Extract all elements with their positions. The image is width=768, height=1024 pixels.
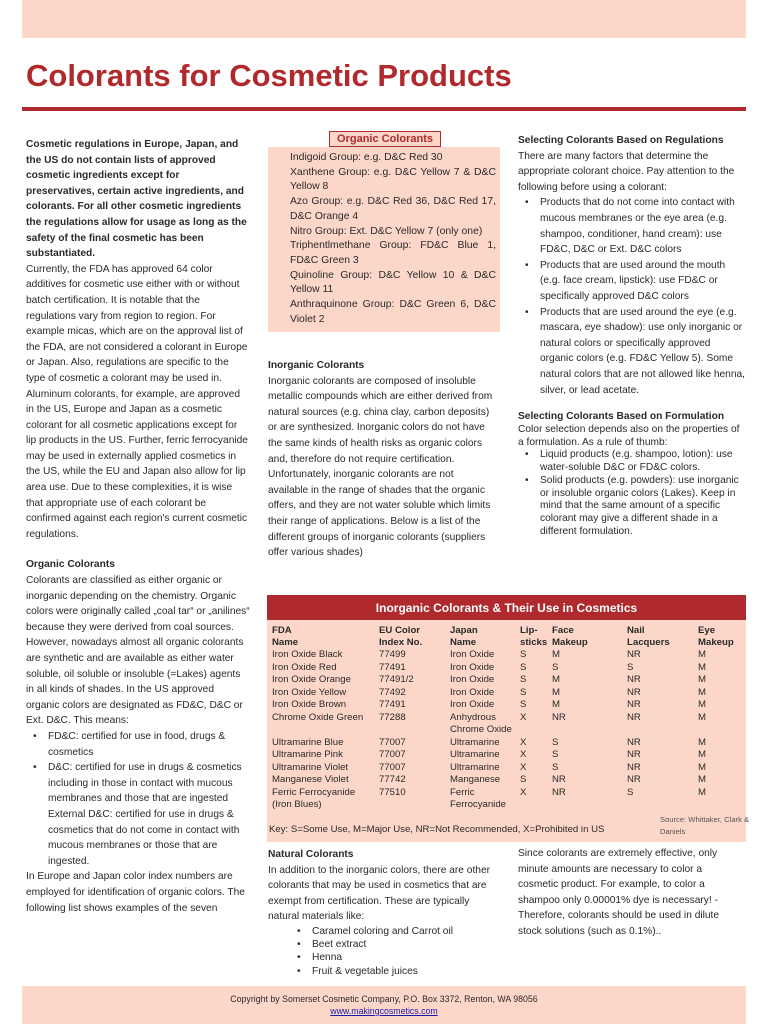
list-item: Nitro Group: Ext. D&C Yellow 7 (only one) bbox=[290, 225, 483, 237]
table-cell-eye: M bbox=[698, 786, 706, 798]
formulation-section bbox=[518, 409, 746, 538]
designation-list bbox=[26, 729, 250, 869]
table-cell-face: M bbox=[552, 674, 560, 685]
table-cell-face: M bbox=[552, 686, 560, 698]
table-cell-nail: NR bbox=[627, 736, 641, 748]
header-text: Index No. bbox=[379, 636, 423, 648]
list-item: Xanthene Group: e.g. D&C Yellow 7 & D&C Yellow 8 bbox=[290, 166, 496, 193]
inorganic-paragraph: Inorganic colorants are composed of insoluble metallic compounds which are either derived from natural sources (e.g. china clay, carbon deposits) or are synthesized. Inorganic colors do not have the same kinds of health risks as organic colors and, therefore do not require certification. Unfortunately, inorganic colorants are not available in the range of shades that the organic offers, and they are not water soluble which limits their range of applications. Below is a list of the different groups of inorganic colorants (suppliers offer various shades) bbox=[268, 375, 493, 559]
table-cell-eu: 77007 bbox=[379, 761, 406, 773]
table-cell-lip: S bbox=[520, 686, 527, 698]
table-cell-lip: S bbox=[520, 649, 527, 660]
inorganic-section bbox=[268, 358, 496, 561]
table-cell-eu: 77007 bbox=[379, 736, 406, 748]
column-header-eu bbox=[379, 625, 447, 648]
table-cell-lip: S bbox=[520, 661, 527, 673]
table-cell-japan: Iron Oxide bbox=[450, 686, 495, 698]
organic-box-title: Organic Colorants bbox=[329, 131, 441, 147]
title-divider bbox=[22, 107, 746, 111]
list-item: • Fruit & vegetable juices bbox=[312, 965, 500, 978]
table-cell-japan: Ferric Ferrocyanide bbox=[450, 786, 506, 810]
header-band bbox=[22, 0, 746, 38]
natural-heading: Natural Colorants bbox=[268, 849, 354, 860]
list-item: Triphentlmethane Group: FD&C Blue 1, FD&C Green 3 bbox=[290, 240, 496, 266]
table-key: Key: S=Some Use, M=Major Use, NR=Not Recommended, X=Prohibited in US bbox=[269, 824, 605, 835]
table-cell-lip: S bbox=[520, 774, 527, 785]
table-cell-eye: M bbox=[698, 649, 706, 660]
list-item: Anthraquinone Group: D&C Green 6, D&C Violet 2 bbox=[290, 299, 496, 325]
table-cell-fda: Ultramarine Blue bbox=[272, 736, 344, 748]
copyright-text: Copyright by Somerset Cosmetic Company, P.O. Box 3372, Renton, WA 98056 bbox=[230, 994, 538, 1004]
table-cell-eye: M bbox=[698, 699, 706, 710]
list-item: • D&C: certified for use in drugs & cosmetics including in those in contact with mucous membranes and those that are ingested External D&C: certified for use in drugs & cosmetics that do not come in contact with mucous membranes or those that are ingested. bbox=[48, 760, 250, 869]
table-cell-lip: X bbox=[520, 736, 527, 748]
table-source: Source: Whittaker, Clark & Daniels bbox=[660, 815, 750, 836]
header-text: Nail bbox=[627, 625, 645, 636]
table-cell-face: S bbox=[552, 761, 559, 773]
table-cell-eu: 77491/2 bbox=[379, 674, 414, 685]
table-cell-lip: S bbox=[520, 699, 527, 710]
intro-bold-paragraph: Cosmetic regulations in Europe, Japan, and the US do not contain lists of approved cosmetic ingredients except for preservatives, certain active ingredients, and colorants. For all other cosmetic ingredients the regulations allow for usage as long as the safety of the final cosmetic has been substantiated. bbox=[26, 139, 247, 260]
header-text: Eye bbox=[698, 625, 716, 636]
column-header-nail bbox=[627, 625, 697, 648]
table-cell-japan: Iron Oxide bbox=[450, 661, 495, 673]
table-cell-nail: S bbox=[627, 786, 634, 798]
header-text: Lacquers bbox=[627, 636, 670, 648]
list-item: • Products that are used around the eye (e.g. mascara, eye shadow): use only inorganic or natural colors or specifically approved organic colors (e.g. FD&C Yellow 5). Some natural colors that are not allowed like henna, silver, or lead acetate. bbox=[540, 305, 746, 399]
regulations-list bbox=[518, 195, 746, 398]
formulation-list bbox=[518, 449, 746, 538]
table-cell-eye: M bbox=[698, 674, 706, 685]
natural-paragraph: In addition to the inorganic colors, there are other colorants that may be used in cosmetics that are exempt from certification. These are typically natural materials like: bbox=[268, 864, 490, 923]
list-item: • Products that are used around the mouth (e.g. face cream, lipstick): use FD&C or specifically approved D&C colors bbox=[540, 258, 746, 305]
header-text: Makeup bbox=[698, 636, 734, 648]
table-cell-lip: S bbox=[520, 674, 527, 685]
table-cell-fda: Ultramarine Violet bbox=[272, 761, 349, 773]
list-item: Indigoid Group: e.g. D&C Red 30 bbox=[290, 152, 443, 163]
column-header-lipsticks bbox=[520, 625, 552, 648]
left-column bbox=[26, 137, 250, 916]
table-cell-lip: X bbox=[520, 749, 527, 760]
table-cell-face: M bbox=[552, 649, 560, 660]
list-item: Quinoline Group: D&C Yellow 10 & D&C Yellow 11 bbox=[290, 269, 496, 296]
table-cell-eye: M bbox=[698, 711, 706, 723]
organic-colorants-paragraph: Colorants are classified as either organic or inorganic depending on the chemistry. Organic colors were originally called „coal tar“ or „anilines“ because they were derived from coal sources. However, nowadays almost all organic colorants are synthetic and are available as either water soluble, oil soluble or insoluble (=Lakes) agents in all kinds of shades. In the US approved organic colors are designated as FD&C, D&C or Ext. D&C. This means: bbox=[26, 575, 250, 727]
header-text: Makeup bbox=[552, 636, 588, 648]
table-cell-fda: Iron Oxide Orange bbox=[272, 674, 351, 685]
list-item: • Products that do not come into contact with mucous membranes or the eye area (e.g. shampoo, conditioner, hand cream): use FD&C, D&C or Ext. D&C colors bbox=[540, 195, 746, 257]
table-cell-lip: X bbox=[520, 761, 527, 773]
table-cell-nail: NR bbox=[627, 749, 641, 760]
organic-colorants-heading: Organic Colorants bbox=[26, 559, 115, 571]
closing-right-paragraph: Since colorants are extremely effective, only minute amounts are necessary to color a cosmetic product. For example, to color a shampoo only 0.00001% dye is necessary! - Therefore, colorants should be used in dilute stock solutions (such as 0.1%).. bbox=[518, 848, 720, 937]
header-text: FDA bbox=[272, 625, 292, 636]
page-title: Colorants for Cosmetic Products bbox=[26, 58, 512, 93]
list-item: • Solid products (e.g. powders): use inorganic or insoluble organic colors (Lakes). Keep in mind that the same amount of a specific colorant may give a different shade in a different formulation. bbox=[540, 475, 746, 539]
table-cell-face: NR bbox=[552, 711, 566, 723]
regulations-section bbox=[518, 133, 746, 398]
closing-paragraph: In Europe and Japan color index numbers are employed for identification of organic colors. The following list shows examples of the seven bbox=[26, 871, 245, 914]
table-cell-fda: Manganese Violet bbox=[272, 774, 349, 785]
list-item: Azo Group: e.g. D&C Red 36, D&C Red 17, D&C Orange 4 bbox=[290, 196, 496, 222]
list-item: • Liquid products (e.g. shampoo, lotion): use water-soluble D&C or FD&C colors. bbox=[540, 449, 746, 474]
list-item: • Caramel coloring and Carrot oil bbox=[312, 925, 500, 938]
table-cell-face: S bbox=[552, 749, 559, 760]
table-cell-face: NR bbox=[552, 786, 566, 798]
table-cell-fda: Iron Oxide Yellow bbox=[272, 686, 347, 698]
table-cell-eye: M bbox=[698, 661, 706, 673]
table-cell-eye: M bbox=[698, 736, 706, 748]
header-text: Face bbox=[552, 625, 574, 636]
table-cell-eu: 77742 bbox=[379, 774, 406, 785]
table-cell-eu: 77491 bbox=[379, 661, 406, 673]
table-cell-nail: NR bbox=[627, 649, 641, 660]
table-cell-eu: 77007 bbox=[379, 749, 406, 760]
closing-right-section bbox=[518, 846, 742, 940]
table-cell-fda: Ultramarine Pink bbox=[272, 749, 343, 760]
table-cell-nail: NR bbox=[627, 761, 641, 773]
table-cell-eu: 77491 bbox=[379, 699, 406, 710]
table-cell-face: S bbox=[552, 736, 559, 748]
table-cell-face: S bbox=[552, 661, 559, 673]
table-cell-fda: Chrome Oxide Green bbox=[272, 711, 364, 723]
column-header-face bbox=[552, 625, 622, 648]
table-cell-japan: Ultramarine bbox=[450, 749, 500, 760]
table-cell-eu: 77492 bbox=[379, 686, 406, 698]
table-cell-nail: NR bbox=[627, 774, 641, 785]
table-cell-eye: M bbox=[698, 774, 706, 785]
table-cell-eye: M bbox=[698, 686, 706, 698]
table-cell-japan: Ultramarine bbox=[450, 736, 500, 748]
table-cell-fda: Iron Oxide Black bbox=[272, 649, 343, 660]
table-cell-eu: 77499 bbox=[379, 649, 406, 660]
intro-paragraph: Currently, the FDA has approved 64 color additives for cosmetic use either with or without batch certification. It is notable that the regulations vary from region to region. For example micas, which are on the approval list of the FDA, are not considered a colorant in Europe or Japan. Also, regulations are specific to the type of cosmetic a colorant may be used in. Aluminum colorants, for example, are approved in the US, Europe and Japan as a cosmetic colorant for all cosmetic applications except for lip products in the US. Further, ferric ferrocyanide may be used in externally applied cosmetics in the US, while the EU and Japan also allow for lip area use. Due to these complexities, it is wise that appropriate use of each colorant be confirmed against each region's current cosmetic regulations. bbox=[26, 263, 248, 540]
header-text: Lip- bbox=[520, 625, 538, 636]
column-header-fda bbox=[272, 625, 377, 648]
formulation-heading: Selecting Colorants Based on Formulation bbox=[518, 411, 725, 422]
table-cell-nail: NR bbox=[627, 674, 641, 685]
regulations-paragraph: There are many factors that determine the appropriate colorant choice. Pay attention to the following before using a colorant: bbox=[518, 150, 735, 193]
column-header-japan bbox=[450, 625, 520, 648]
table-cell-lip: X bbox=[520, 786, 527, 798]
list-item: • Beet extract bbox=[312, 938, 500, 951]
table-cell-nail: NR bbox=[627, 711, 641, 723]
table-cell-japan: Iron Oxide bbox=[450, 699, 495, 710]
table-cell-fda: Ferric Ferrocyanide (Iron Blues) bbox=[272, 786, 356, 810]
header-text: EU Color bbox=[379, 625, 421, 636]
table-title: Inorganic Colorants & Their Use in Cosmetics bbox=[267, 595, 746, 620]
formulation-paragraph: Color selection depends also on the properties of a formulation. As a rule of thumb: bbox=[518, 424, 740, 448]
table-cell-lip: X bbox=[520, 711, 527, 723]
table-cell-face: M bbox=[552, 699, 560, 710]
header-text: Name bbox=[450, 636, 477, 648]
table-cell-eu: 77510 bbox=[379, 786, 406, 798]
table-cell-japan: Iron Oxide bbox=[450, 674, 495, 685]
table-cell-face: NR bbox=[552, 774, 566, 785]
table-cell-nail: NR bbox=[627, 699, 641, 710]
header-text: Name bbox=[272, 636, 299, 648]
table-cell-japan: Iron Oxide bbox=[450, 649, 495, 660]
organic-group-list bbox=[290, 151, 496, 327]
table-cell-nail: NR bbox=[627, 686, 641, 698]
website-link[interactable]: www.makingcosmetics.com bbox=[330, 1006, 438, 1016]
table-cell-fda: Iron Oxide Red bbox=[272, 661, 337, 673]
table-cell-japan: Anhydrous Chrome Oxide bbox=[450, 711, 512, 735]
table-cell-fda: Iron Oxide Brown bbox=[272, 699, 347, 710]
list-item: • Henna bbox=[312, 951, 500, 964]
natural-section bbox=[268, 847, 500, 978]
header-text: Japan bbox=[450, 625, 478, 636]
table-cell-eu: 77288 bbox=[379, 711, 406, 723]
list-item: • FD&C: certified for use in food, drugs & cosmetics bbox=[48, 729, 250, 760]
footer bbox=[22, 986, 746, 1024]
header-text: sticks bbox=[520, 636, 548, 648]
table-cell-nail: S bbox=[627, 661, 634, 673]
column-header-eye bbox=[698, 625, 746, 648]
regulations-heading: Selecting Colorants Based on Regulations bbox=[518, 135, 724, 146]
table-cell-japan: Ultramarine bbox=[450, 761, 500, 773]
natural-list bbox=[268, 925, 500, 978]
table-cell-eye: M bbox=[698, 749, 706, 760]
table-cell-japan: Manganese bbox=[450, 774, 501, 785]
inorganic-heading: Inorganic Colorants bbox=[268, 360, 365, 371]
table-cell-eye: M bbox=[698, 761, 706, 773]
